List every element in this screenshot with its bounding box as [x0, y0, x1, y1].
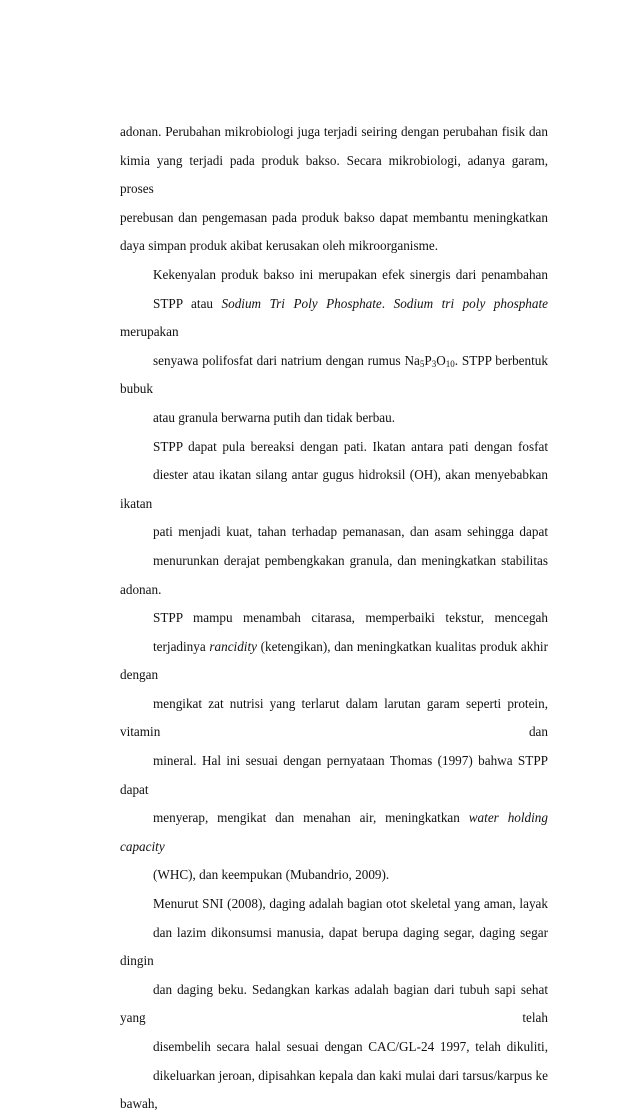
italic-term: water holding capacity — [120, 810, 548, 854]
italic-term: Sodium tri poly phosphate — [393, 295, 548, 311]
text-run: STPP atau — [153, 295, 222, 311]
subscript: 3 — [431, 358, 437, 369]
text-run: menyerap, mengikat dan menahan air, meningkatkan — [153, 810, 469, 826]
text-run: STPP mampu menambah citarasa, memperbaiki tekstur, mencegah — [153, 610, 548, 626]
text-line — [120, 461, 548, 518]
italic-term: Sodium Tri Poly Phosphate — [221, 295, 382, 311]
subscript: 5 — [419, 358, 425, 369]
text-line — [120, 547, 548, 604]
document-body — [120, 118, 548, 1119]
text-line — [120, 861, 548, 890]
paragraph-4 — [120, 604, 548, 890]
paragraph-3 — [120, 433, 548, 605]
text-run: perebusan dan pengemasan pada produk bakso dapat membantu meningkatkan — [120, 209, 548, 225]
paragraph-2 — [120, 261, 548, 433]
text-line — [120, 232, 548, 261]
text-run: atau granula berwarna putih dan tidak berbau. — [153, 409, 396, 425]
text-line — [120, 1062, 548, 1119]
text-line — [120, 976, 548, 1033]
text-line — [120, 1033, 548, 1062]
text-run: dikeluarkan jeroan, dipisahkan kepala dan kaki mulai dari tarsus/karpus ke bawah, — [120, 1067, 548, 1112]
text-run: merupakan — [120, 324, 179, 340]
text-line — [120, 804, 548, 861]
text-run: kimia yang terjadi pada produk bakso. Secara mikrobiologi, adanya garam, proses — [120, 152, 548, 197]
paragraph-5 — [120, 890, 548, 1119]
text-run: pati menjadi kuat, tahan terhadap pemanasan, dan asam sehingga dapat — [153, 524, 548, 540]
text-line — [120, 290, 548, 347]
text-line — [120, 518, 548, 547]
text-line — [120, 404, 548, 433]
text-run: dan daging beku. Sedangkan karkas adalah bagian dari tubuh sapi sehat yang telah — [120, 981, 548, 1026]
text-line — [120, 261, 548, 290]
text-run: . STPP berbentuk bubuk — [120, 352, 548, 397]
text-line — [120, 147, 548, 204]
text-run: mineral. Hal ini sesuai dengan pernyataan Thomas (1997) bahwa STPP dapat — [120, 753, 548, 797]
text-line — [120, 604, 548, 633]
text-line — [120, 118, 548, 147]
text-run: O — [436, 352, 446, 368]
text-line — [120, 747, 548, 804]
text-line — [120, 919, 548, 976]
text-line — [120, 633, 548, 690]
text-run: adonan. Perubahan mikrobiologi juga terjadi seiring dengan perubahan fisik dan — [120, 124, 548, 139]
text-run: STPP dapat pula bereaksi dengan pati. Ikatan antara pati dengan fosfat — [153, 438, 548, 454]
text-run: . — [381, 295, 394, 311]
text-line — [120, 433, 548, 462]
text-line — [120, 347, 548, 404]
text-run: terjadinya — [153, 638, 210, 654]
paragraph-1 — [120, 118, 548, 261]
text-run: (ketengikan), dan meningkatkan kualitas produk akhir dengan — [120, 638, 548, 683]
text-run: P — [424, 352, 432, 368]
text-run: mengikat zat nutrisi yang terlarut dalam larutan garam seperti protein, vitamin dan — [120, 695, 548, 740]
text-line — [120, 690, 548, 747]
text-line — [120, 890, 548, 919]
text-run: Kekenyalan produk bakso ini merupakan efek sinergis dari penambahan — [153, 266, 548, 282]
subscript: 10 — [445, 358, 455, 369]
text-run: dan lazim dikonsumsi manusia, dapat berupa daging segar, daging segar dingin — [120, 924, 548, 969]
text-run: daya simpan produk akibat kerusakan oleh mikroorganisme. — [120, 238, 439, 254]
text-run: (WHC), dan keempukan (Mubandrio, 2009). — [153, 867, 390, 883]
text-run: senyawa polifosfat dari natrium dengan rumus Na — [153, 352, 420, 368]
text-run: Menurut SNI (2008), daging adalah bagian otot skeletal yang aman, layak — [153, 896, 548, 912]
italic-term: rancidity — [209, 638, 257, 654]
text-run: menurunkan derajat pembengkakan granula, dan meningkatkan stabilitas adonan. — [120, 552, 548, 597]
text-run: diester atau ikatan silang antar gugus hidroksil (OH), akan menyebabkan ikatan — [120, 467, 548, 511]
text-run: disembelih secara halal sesuai dengan CAC/GL-24 1997, telah dikuliti, — [153, 1039, 548, 1054]
text-line — [120, 204, 548, 233]
